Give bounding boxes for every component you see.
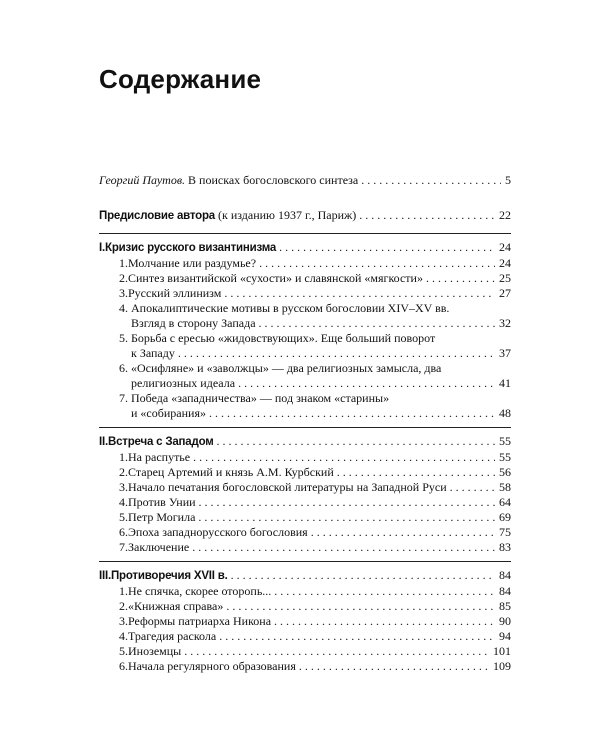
section-title-line: «Книжная справа» — [128, 599, 224, 613]
toc-entry-intro[interactable] — [99, 173, 511, 188]
section-title-line: Русский эллинизм — [128, 286, 222, 300]
page-number: 32 — [499, 316, 511, 330]
section-number: 6. — [119, 361, 128, 375]
section-title-line: Апокалиптические мотивы в русском богословии XIV–XV вв. — [131, 301, 450, 315]
dot-leader — [216, 629, 495, 644]
section-title-line: Петр Могила — [128, 510, 196, 524]
dot-leader — [423, 271, 495, 286]
section-number: 3. — [119, 480, 128, 494]
toc-subentry[interactable] — [99, 331, 511, 361]
page-number: 48 — [499, 406, 511, 420]
section-title-line: Борьба с ересью «жидовствующих». Еще больший поворот — [131, 331, 436, 345]
dot-leader — [308, 525, 495, 540]
section-number: 2. — [119, 599, 128, 613]
page-number: 75 — [499, 525, 511, 539]
section-number: 2. — [119, 465, 128, 479]
dot-leader — [296, 659, 489, 674]
section-title-line: к Западу — [131, 346, 175, 360]
section-title-line: Заключение — [128, 540, 190, 554]
page-title: Содержание — [99, 64, 262, 94]
dot-leader — [256, 256, 495, 271]
page-number: 94 — [499, 629, 511, 643]
section-title-line: Старец Артемий и князь А.М. Курбский — [128, 465, 334, 479]
dot-leader — [447, 480, 495, 495]
dot-leader — [356, 208, 495, 223]
section-number: 7. — [119, 391, 128, 405]
chapter-title: Встреча с Западом — [108, 436, 214, 448]
page-number: 27 — [499, 286, 511, 300]
page-number: 55 — [499, 434, 511, 448]
dot-leader — [276, 240, 495, 255]
section-title-line: Против Унии — [128, 495, 196, 509]
page-number: 64 — [499, 495, 511, 509]
dot-leader — [214, 434, 495, 449]
section-title-line: Синтез византийской «сухости» и славянской «мягкости» — [128, 271, 423, 285]
dot-leader — [358, 173, 501, 188]
dot-leader — [271, 614, 495, 629]
section-title-line: Не спячка, скорее оторопь... — [128, 584, 272, 598]
intro-title: В поисках богословского синтеза — [188, 173, 359, 187]
section-number: 1. — [119, 256, 128, 270]
section-title-line: религиозных идеала — [131, 376, 236, 390]
page-number: 24 — [499, 256, 511, 270]
dot-leader — [223, 599, 495, 614]
section-number: 6. — [119, 659, 128, 673]
toc-subentry[interactable] — [99, 256, 511, 271]
dot-leader — [206, 406, 495, 421]
section-number: 4. — [119, 495, 128, 509]
chapter-number: III. — [99, 570, 111, 582]
toc-subentry[interactable] — [99, 391, 511, 421]
toc-subentry[interactable] — [99, 540, 511, 555]
page-number: 25 — [499, 271, 511, 285]
section-number: 3. — [119, 286, 128, 300]
section-title-line: Начало печатания богословской литературы на Западной Руси — [128, 480, 447, 494]
section-title-line: Реформы патриарха Никона — [128, 614, 272, 628]
page-number: 5 — [505, 173, 511, 187]
page-number: 37 — [499, 346, 511, 360]
section-title-line: и «собирания» — [131, 406, 206, 420]
page-number: 83 — [499, 540, 511, 554]
section-title-line: Взгляд в сторону Запада — [131, 316, 256, 330]
toc-subentry[interactable] — [99, 361, 511, 391]
section-number: 1. — [119, 450, 128, 464]
dot-leader — [256, 316, 495, 331]
section-title-line: Трагедия раскола — [128, 629, 217, 643]
dot-leader — [334, 465, 495, 480]
page-number: 55 — [499, 450, 511, 464]
page-number: 85 — [499, 599, 511, 613]
preface-title: Предисловие автора — [99, 210, 215, 222]
page-number: 84 — [499, 584, 511, 598]
toc-subentry[interactable] — [99, 599, 511, 614]
toc-subentry[interactable] — [99, 659, 511, 674]
section-number: 2. — [119, 271, 128, 285]
dot-leader — [221, 286, 495, 301]
section-number: 5. — [119, 331, 128, 345]
dot-leader — [190, 450, 495, 465]
chapter-section — [99, 233, 511, 421]
dot-leader — [196, 495, 495, 510]
toc-subentry[interactable] — [99, 465, 511, 480]
section-title-line: На распутье — [128, 450, 191, 464]
section-title-line: Победа «западничества» — под знаком «старины» — [131, 391, 390, 405]
section-number: 4. — [119, 301, 128, 315]
toc-entry-preface[interactable] — [99, 208, 511, 224]
section-title-line: «Осифляне» и «заволжцы» — два религиозных замысла, два — [131, 361, 442, 375]
preface-note: (к изданию 1937 г., Париж) — [218, 208, 357, 222]
section-title-line: Молчание или раздумье? — [128, 256, 257, 270]
page-number: 24 — [499, 240, 511, 254]
chapter-number: I. — [99, 242, 105, 254]
page-number: 84 — [499, 568, 511, 582]
dot-leader — [175, 346, 495, 361]
toc-subentry[interactable] — [99, 450, 511, 465]
page-number: 69 — [499, 510, 511, 524]
toc-subentry[interactable] — [99, 495, 511, 510]
dot-leader — [235, 376, 495, 391]
toc-subentry[interactable] — [99, 525, 511, 540]
dot-leader — [228, 568, 495, 583]
page-number: 41 — [499, 376, 511, 390]
section-number: 1. — [119, 584, 128, 598]
intro-author: Георгий Паутов. — [99, 173, 186, 187]
chapter-title-entry[interactable] — [99, 240, 511, 256]
dot-leader — [195, 510, 495, 525]
section-title-line: Начала регулярного образования — [128, 659, 296, 673]
page-number: 101 — [493, 644, 511, 658]
toc-subentry[interactable] — [99, 584, 511, 599]
section-number: 4. — [119, 629, 128, 643]
section-number: 5. — [119, 510, 128, 524]
page-number: 90 — [499, 614, 511, 628]
table-of-contents — [99, 173, 511, 680]
dot-leader — [271, 584, 495, 599]
page-number: 109 — [493, 659, 511, 673]
chapter-title: Противоречия XVII в. — [110, 570, 228, 582]
toc-subentry[interactable] — [99, 644, 511, 659]
section-title-line: Эпоха западнорусского богословия — [128, 525, 308, 539]
section-title-line: Иноземцы — [128, 644, 182, 658]
dot-leader — [189, 540, 495, 555]
toc-subentry[interactable] — [99, 510, 511, 525]
page-number: 58 — [499, 480, 511, 494]
section-number: 3. — [119, 614, 128, 628]
section-number: 7. — [119, 540, 128, 554]
toc-subentry[interactable] — [99, 286, 511, 301]
section-number: 5. — [119, 644, 128, 658]
page-number: 22 — [499, 208, 511, 222]
chapter-title-entry[interactable] — [99, 568, 511, 584]
chapter-number: II. — [99, 436, 108, 448]
toc-subentry[interactable] — [99, 271, 511, 286]
page-number: 56 — [499, 465, 511, 479]
toc-subentry[interactable] — [99, 614, 511, 629]
toc-subentry[interactable] — [99, 629, 511, 644]
chapter-section — [99, 561, 511, 674]
chapter-title-entry[interactable] — [99, 434, 511, 450]
toc-subentry[interactable] — [99, 301, 511, 331]
toc-subentry[interactable] — [99, 480, 511, 495]
chapter-section — [99, 427, 511, 555]
chapter-list — [99, 233, 511, 674]
section-number: 6. — [119, 525, 128, 539]
chapter-title: Кризис русского византинизма — [105, 242, 277, 254]
dot-leader — [181, 644, 489, 659]
